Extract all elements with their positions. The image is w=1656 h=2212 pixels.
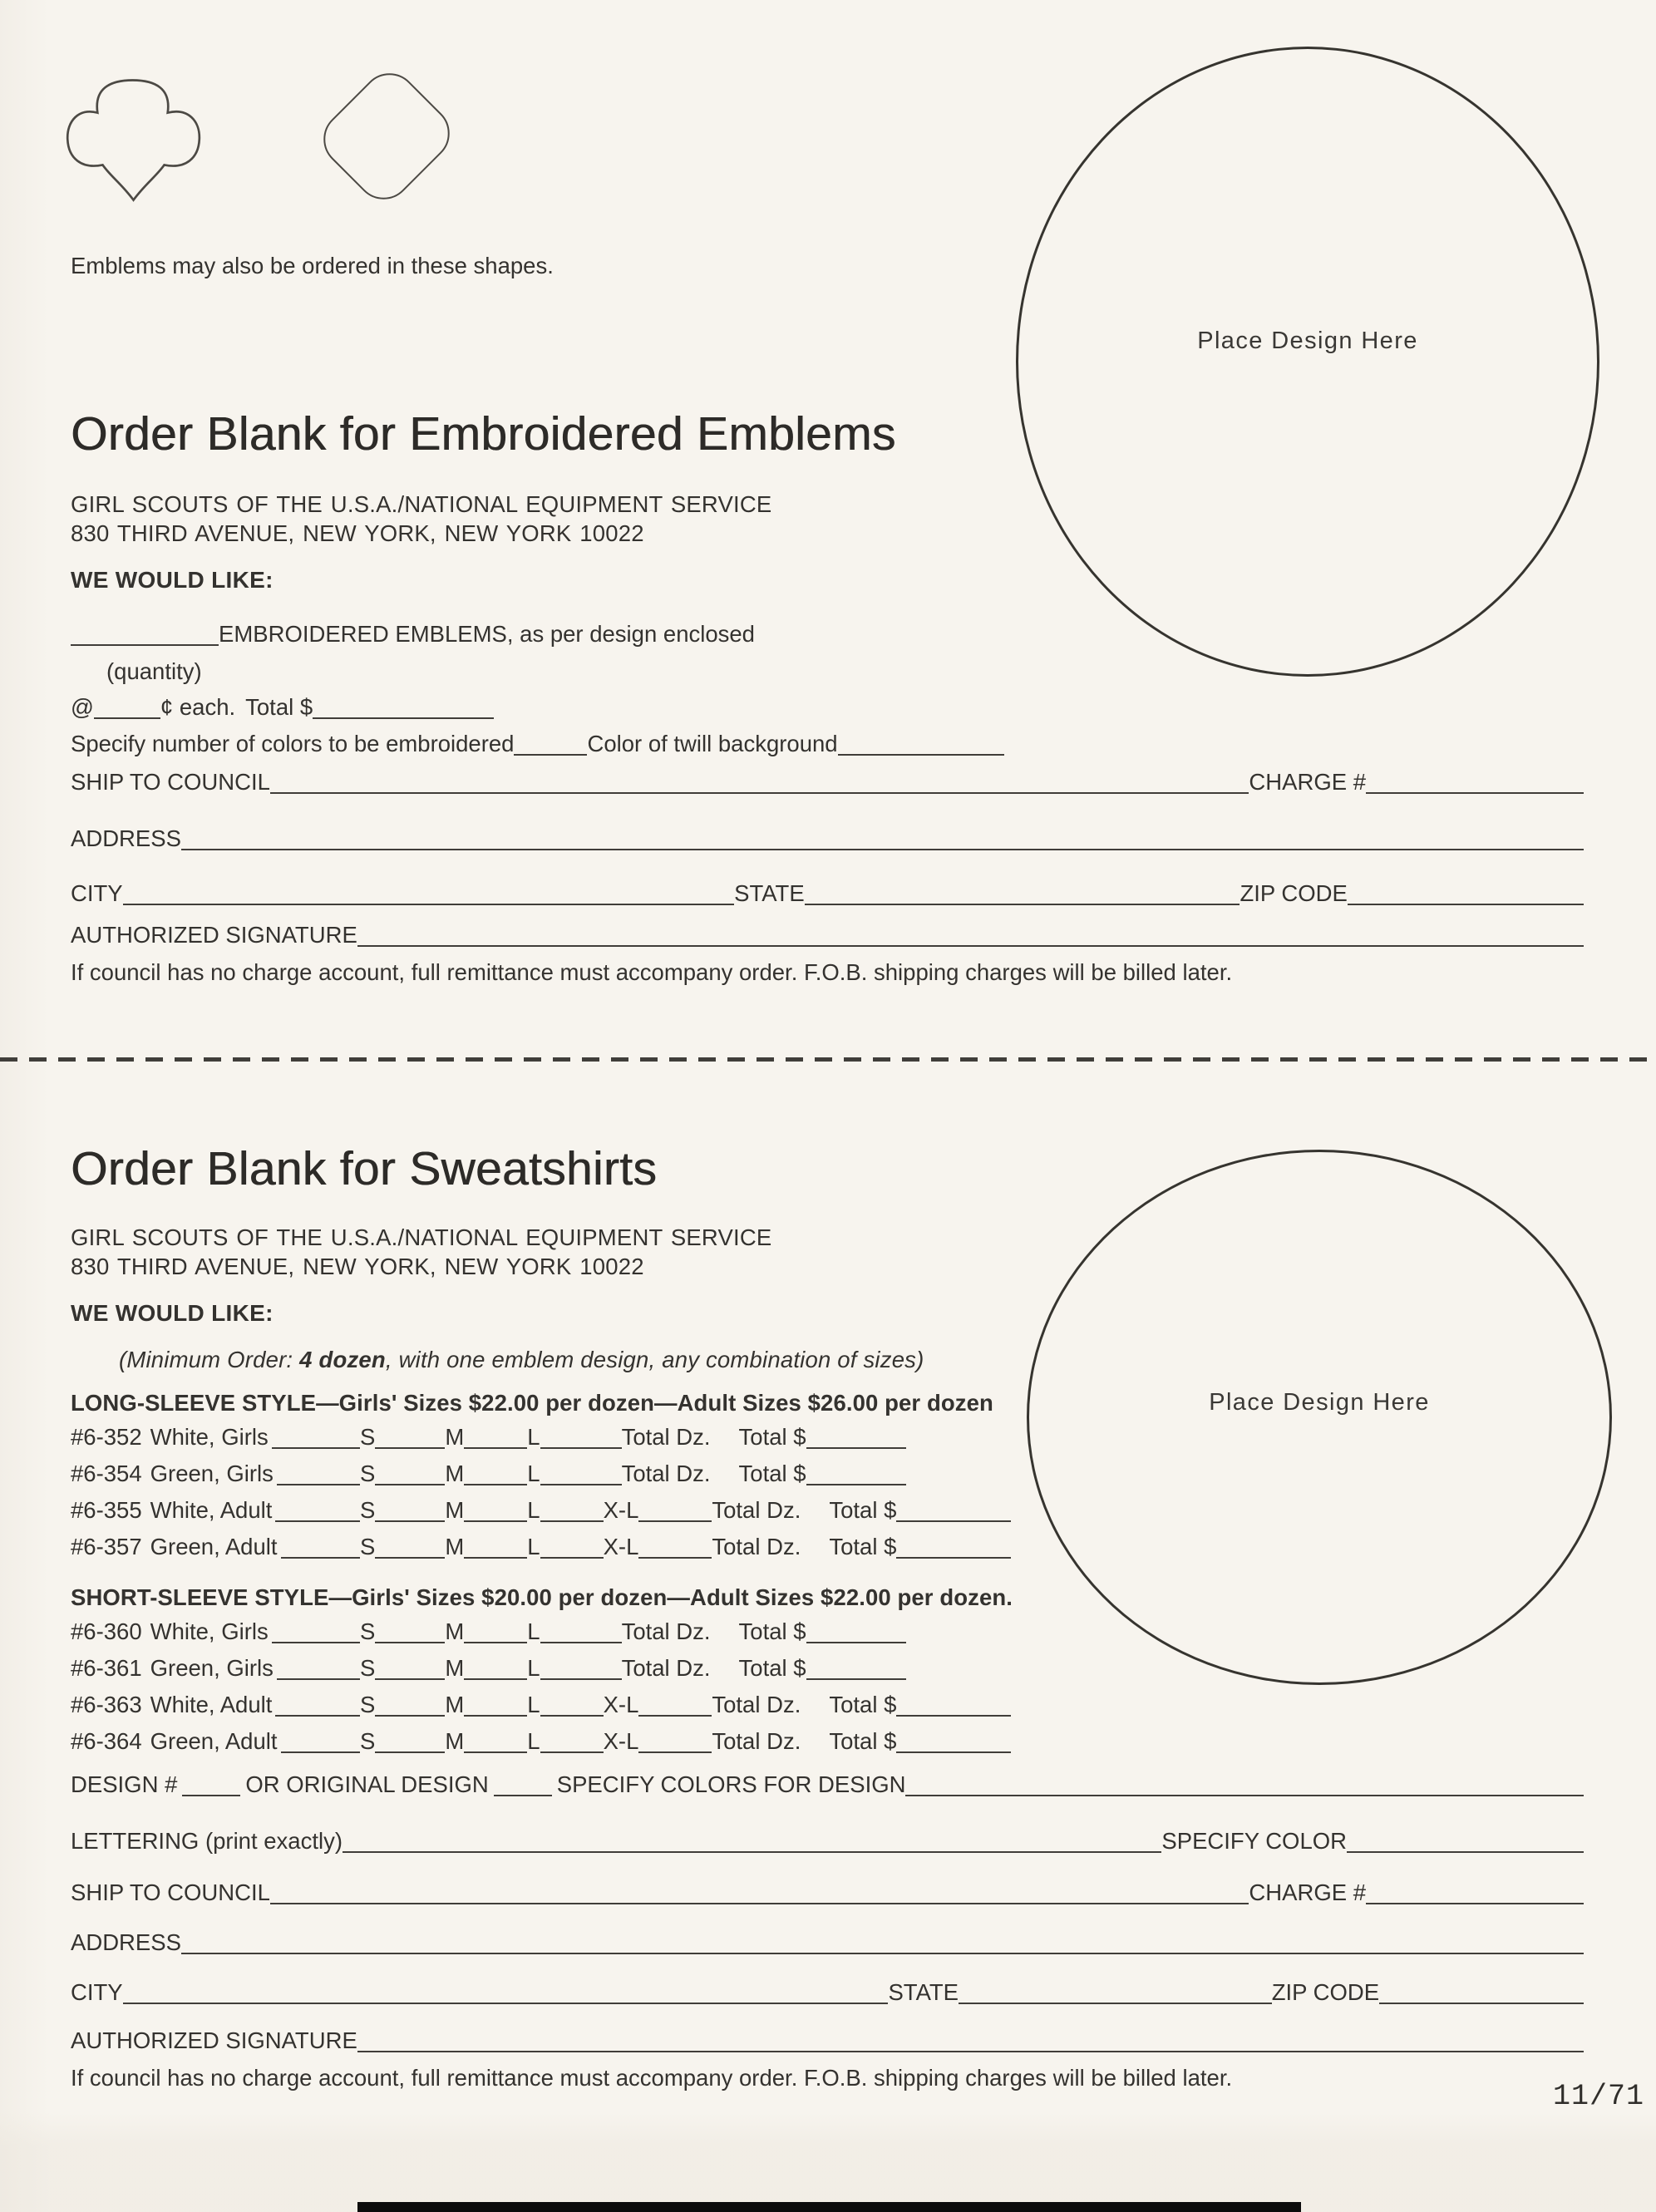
- total-amount-blank[interactable]: [896, 1551, 1011, 1559]
- signature-row-2: [71, 2028, 1584, 2052]
- min-note-bold: 4 dozen: [299, 1347, 386, 1372]
- total-amount-blank[interactable]: [896, 1515, 1011, 1522]
- size-l-qty-blank[interactable]: [540, 1551, 604, 1559]
- total-dz-label: Total Dz.: [621, 1655, 711, 1681]
- size-xl-qty-blank[interactable]: [638, 1551, 712, 1559]
- lettering-row: [71, 1829, 1584, 1853]
- size-s-label: S: [360, 1534, 376, 1559]
- size-l-label: L: [527, 1497, 540, 1523]
- city-state-zip-row-2: [71, 1980, 1584, 2004]
- address-label: ADDRESS: [71, 825, 181, 851]
- quantity-line: [71, 622, 755, 646]
- sweatshirt-row-6-361: [71, 1656, 906, 1680]
- size-l-qty-blank[interactable]: [540, 1709, 604, 1717]
- specify-color-blank[interactable]: [1347, 1845, 1584, 1853]
- total-amount-blank[interactable]: [896, 1709, 1011, 1717]
- sweatshirt-row-6-364: [71, 1729, 1011, 1753]
- total-amount-blank[interactable]: [806, 1673, 906, 1680]
- city-label-2: CITY: [71, 1979, 123, 2005]
- org-name-line-2: GIRL SCOUTS OF THE U.S.A./NATIONAL EQUIPMENT SERVICE: [71, 1224, 772, 1250]
- date-code: 11/71: [1553, 2080, 1645, 2113]
- size-s-qty-blank[interactable]: [375, 1709, 445, 1717]
- city-blank[interactable]: [123, 898, 735, 905]
- state-label-2: STATE: [888, 1979, 959, 2005]
- total-dollar-label: Total $: [738, 1424, 806, 1450]
- org-address-block-2: [71, 1224, 771, 1282]
- size-l-label: L: [527, 1618, 540, 1644]
- sweatshirts-form-title: Order Blank for Sweatshirts: [71, 1142, 658, 1195]
- long-sleeve-header: LONG-SLEEVE STYLE—Girls' Sizes $22.00 per dozen—Adult Sizes $26.00 per dozen: [71, 1390, 993, 1416]
- charge-number-blank-2[interactable]: [1366, 1897, 1584, 1904]
- size-m-label: M: [445, 1497, 465, 1523]
- size-m-label: M: [445, 1461, 465, 1486]
- total-amount-blank[interactable]: [313, 712, 494, 719]
- size-l-qty-blank[interactable]: [540, 1746, 604, 1753]
- specify-color-label: SPECIFY COLOR: [1161, 1828, 1347, 1854]
- item-desc: White, Adult: [150, 1497, 273, 1523]
- trefoil-shape-icon: [60, 70, 205, 207]
- size-s-label: S: [360, 1692, 376, 1717]
- zip-blank-2[interactable]: [1379, 1997, 1584, 2004]
- shapes-note: Emblems may also be ordered in these shapes.: [71, 253, 554, 278]
- size-l-label: L: [527, 1655, 540, 1681]
- total-dollar-label: Total $: [829, 1692, 897, 1717]
- diamond-shape-icon: [312, 62, 461, 211]
- size-m-qty-blank[interactable]: [464, 1709, 527, 1717]
- signature-blank-2[interactable]: [357, 2045, 1584, 2052]
- total-dz-label: Total Dz.: [621, 1424, 711, 1450]
- size-xl-qty-blank[interactable]: [638, 1709, 712, 1717]
- address-blank[interactable]: [181, 843, 1584, 850]
- ship-to-row: [71, 770, 1584, 794]
- lead-blank[interactable]: [275, 1515, 360, 1522]
- colors-line: [71, 732, 1004, 756]
- size-s-qty-blank[interactable]: [375, 1515, 445, 1522]
- state-blank-2[interactable]: [959, 1997, 1272, 2004]
- size-l-qty-blank[interactable]: [540, 1673, 622, 1680]
- size-m-qty-blank[interactable]: [464, 1551, 527, 1559]
- remittance-note-2: If council has no charge account, full remittance must accompany order. F.O.B. shipping charges will be billed later.: [71, 2065, 1233, 2091]
- size-l-label: L: [527, 1728, 540, 1754]
- lead-blank[interactable]: [275, 1709, 360, 1717]
- minimum-order-note: [119, 1347, 924, 1373]
- short-sleeve-header: SHORT-SLEEVE STYLE—Girls' Sizes $20.00 per dozen—Adult Sizes $22.00 per dozen.: [71, 1584, 1013, 1610]
- size-l-label: L: [527, 1424, 540, 1450]
- we-would-like-heading-2: WE WOULD LIKE:: [71, 1300, 274, 1326]
- zip-label-2: ZIP CODE: [1271, 1979, 1380, 2005]
- size-l-qty-blank[interactable]: [540, 1515, 604, 1522]
- charge-label-2: CHARGE #: [1249, 1879, 1366, 1905]
- item-number: #6-364: [71, 1728, 142, 1754]
- original-design-blank[interactable]: [494, 1789, 552, 1796]
- ship-to-row-2: [71, 1880, 1584, 1904]
- signature-label-2: AUTHORIZED SIGNATURE: [71, 2027, 357, 2053]
- size-m-qty-blank[interactable]: [464, 1673, 527, 1680]
- ship-to-council-blank[interactable]: [270, 786, 1249, 794]
- address-blank-2[interactable]: [181, 1947, 1584, 1954]
- item-number: #6-352: [71, 1424, 142, 1450]
- item-number: #6-361: [71, 1655, 142, 1681]
- design-number-blank[interactable]: [182, 1789, 240, 1796]
- dashed-cut-line: [0, 1057, 1656, 1062]
- size-s-qty-blank[interactable]: [375, 1636, 445, 1643]
- total-dz-label: Total Dz.: [712, 1728, 801, 1754]
- size-l-qty-blank[interactable]: [540, 1636, 622, 1643]
- size-s-qty-blank[interactable]: [375, 1551, 445, 1559]
- total-dollar-label: Total $: [738, 1618, 806, 1644]
- charge-label: CHARGE #: [1249, 769, 1366, 795]
- min-note-prefix: (Minimum Order:: [119, 1347, 300, 1372]
- total-dollar-label: Total $: [829, 1497, 897, 1523]
- sweatshirt-row-6-357: [71, 1535, 1011, 1559]
- size-l-label: L: [527, 1692, 540, 1717]
- item-number: #6-363: [71, 1692, 142, 1717]
- quantity-caption: (quantity): [106, 658, 202, 684]
- size-m-label: M: [445, 1618, 465, 1644]
- city-blank-2[interactable]: [123, 1997, 889, 2004]
- item-desc: White, Girls: [150, 1618, 269, 1644]
- total-dz-label: Total Dz.: [712, 1692, 801, 1717]
- lead-blank[interactable]: [277, 1478, 360, 1485]
- specify-colors-design-label: SPECIFY COLORS FOR DESIGN: [556, 1771, 906, 1797]
- state-label: STATE: [734, 880, 805, 906]
- size-l-label: L: [527, 1461, 540, 1486]
- size-m-qty-blank[interactable]: [464, 1441, 527, 1449]
- item-desc: Green, Girls: [150, 1461, 274, 1486]
- place-design-here-label: Place Design Here: [1197, 328, 1418, 354]
- quantity-line-text: EMBROIDERED EMBLEMS, as per design enclosed: [219, 621, 755, 647]
- total-dz-label: Total Dz.: [712, 1534, 801, 1559]
- address-label-2: ADDRESS: [71, 1929, 181, 1955]
- total-dollar-label: Total $: [829, 1534, 897, 1559]
- or-original-design-label: OR ORIGINAL DESIGN: [245, 1771, 489, 1797]
- sweatshirt-row-6-360: [71, 1619, 906, 1643]
- lettering-label: LETTERING (print exactly): [71, 1828, 343, 1854]
- signature-row: [71, 923, 1584, 947]
- signature-blank[interactable]: [357, 939, 1584, 947]
- twill-label: Color of twill background: [587, 731, 838, 756]
- size-xl-label: X-L: [603, 1534, 639, 1559]
- org-address-block: [71, 490, 771, 549]
- min-note-suffix: , with one emblem design, any combination of sizes): [385, 1347, 924, 1372]
- zip-label: ZIP CODE: [1240, 880, 1348, 906]
- place-design-here-label-2: Place Design Here: [1209, 1389, 1430, 1416]
- design-placement-circle: [1016, 47, 1599, 677]
- size-m-label: M: [445, 1655, 465, 1681]
- size-s-qty-blank[interactable]: [375, 1441, 445, 1449]
- twill-color-blank[interactable]: [838, 748, 1004, 756]
- at-sign-label: @: [71, 694, 94, 720]
- price-cents-blank[interactable]: [94, 712, 160, 719]
- item-desc: Green, Adult: [150, 1534, 278, 1559]
- size-m-label: M: [445, 1728, 465, 1754]
- lead-blank[interactable]: [277, 1673, 360, 1680]
- total-dollar-label: Total $: [738, 1655, 806, 1681]
- ship-to-council-blank-2[interactable]: [270, 1897, 1249, 1904]
- sweatshirt-row-6-352: [71, 1425, 906, 1449]
- size-m-label: M: [445, 1424, 465, 1450]
- lead-blank[interactable]: [272, 1636, 360, 1643]
- org-street-line: 830 THIRD AVENUE, NEW YORK, NEW YORK 10022: [71, 520, 644, 546]
- size-m-qty-blank[interactable]: [464, 1636, 527, 1643]
- design-placement-circle-2: [1027, 1150, 1612, 1685]
- lettering-blank[interactable]: [343, 1845, 1161, 1853]
- item-number: #6-354: [71, 1461, 142, 1486]
- item-desc: Green, Girls: [150, 1655, 274, 1681]
- sweatshirt-row-6-363: [71, 1692, 1011, 1717]
- total-dz-label: Total Dz.: [621, 1461, 711, 1486]
- size-s-label: S: [360, 1497, 376, 1523]
- colors-count-blank[interactable]: [514, 748, 587, 756]
- zip-blank[interactable]: [1348, 898, 1584, 905]
- item-number: #6-355: [71, 1497, 142, 1523]
- total-dollar-label: Total $: [245, 694, 313, 720]
- lead-blank[interactable]: [272, 1441, 360, 1449]
- size-s-qty-blank[interactable]: [375, 1673, 445, 1680]
- size-s-label: S: [360, 1618, 376, 1644]
- size-s-qty-blank[interactable]: [375, 1746, 445, 1753]
- sweatshirt-row-6-354: [71, 1461, 906, 1485]
- ship-to-label-2: SHIP TO COUNCIL: [71, 1879, 270, 1905]
- org-street-line-2: 830 THIRD AVENUE, NEW YORK, NEW YORK 10022: [71, 1253, 644, 1279]
- we-would-like-heading: WE WOULD LIKE:: [71, 567, 274, 593]
- size-xl-qty-blank[interactable]: [638, 1746, 712, 1753]
- design-number-row: [71, 1772, 1584, 1796]
- size-m-qty-blank[interactable]: [464, 1746, 527, 1753]
- design-colors-blank[interactable]: [905, 1789, 1584, 1796]
- quantity-blank[interactable]: [71, 638, 219, 646]
- total-dz-label: Total Dz.: [712, 1497, 801, 1523]
- signature-label: AUTHORIZED SIGNATURE: [71, 922, 357, 948]
- item-number: #6-357: [71, 1534, 142, 1559]
- item-desc: Green, Adult: [150, 1728, 278, 1754]
- cents-each-label: ¢ each.: [160, 694, 236, 720]
- size-m-label: M: [445, 1692, 465, 1717]
- size-s-label: S: [360, 1461, 376, 1486]
- size-m-qty-blank[interactable]: [464, 1478, 527, 1485]
- size-s-label: S: [360, 1728, 376, 1754]
- total-dz-label: Total Dz.: [621, 1618, 711, 1644]
- size-s-label: S: [360, 1655, 376, 1681]
- total-dollar-label: Total $: [829, 1728, 897, 1754]
- ship-to-label: SHIP TO COUNCIL: [71, 769, 270, 795]
- org-name-line: GIRL SCOUTS OF THE U.S.A./NATIONAL EQUIPMENT SERVICE: [71, 491, 772, 517]
- charge-number-blank[interactable]: [1366, 786, 1584, 794]
- scan-edge-bar: [357, 2202, 1301, 2212]
- size-xl-label: X-L: [603, 1497, 639, 1523]
- size-xl-qty-blank[interactable]: [638, 1515, 712, 1522]
- total-dollar-label: Total $: [738, 1461, 806, 1486]
- total-amount-blank[interactable]: [806, 1478, 906, 1485]
- lead-blank[interactable]: [281, 1746, 360, 1753]
- remittance-note: If council has no charge account, full remittance must accompany order. F.O.B. shipping charges will be billed later.: [71, 959, 1233, 985]
- price-line: [71, 695, 494, 719]
- address-row-2: [71, 1930, 1584, 1954]
- total-amount-blank[interactable]: [896, 1746, 1011, 1753]
- city-label: CITY: [71, 880, 123, 906]
- city-state-zip-row: [71, 881, 1584, 905]
- size-xl-label: X-L: [603, 1728, 639, 1754]
- size-m-label: M: [445, 1534, 465, 1559]
- size-s-qty-blank[interactable]: [375, 1478, 445, 1485]
- item-desc: White, Girls: [150, 1424, 269, 1450]
- sweatshirt-row-6-355: [71, 1498, 1011, 1522]
- address-row: [71, 826, 1584, 850]
- design-number-label: DESIGN #: [71, 1771, 178, 1797]
- total-amount-blank[interactable]: [806, 1441, 906, 1449]
- item-number: #6-360: [71, 1618, 142, 1644]
- state-blank[interactable]: [805, 898, 1240, 905]
- lead-blank[interactable]: [281, 1551, 360, 1559]
- total-amount-blank[interactable]: [806, 1636, 906, 1643]
- specify-colors-label: Specify number of colors to be embroidered: [71, 731, 515, 756]
- item-desc: White, Adult: [150, 1692, 273, 1717]
- size-l-qty-blank[interactable]: [540, 1441, 622, 1449]
- size-s-label: S: [360, 1424, 376, 1450]
- size-l-qty-blank[interactable]: [540, 1478, 622, 1485]
- emblems-form-title: Order Blank for Embroidered Emblems: [71, 407, 896, 461]
- size-l-label: L: [527, 1534, 540, 1559]
- size-xl-label: X-L: [603, 1692, 639, 1717]
- size-m-qty-blank[interactable]: [464, 1515, 527, 1522]
